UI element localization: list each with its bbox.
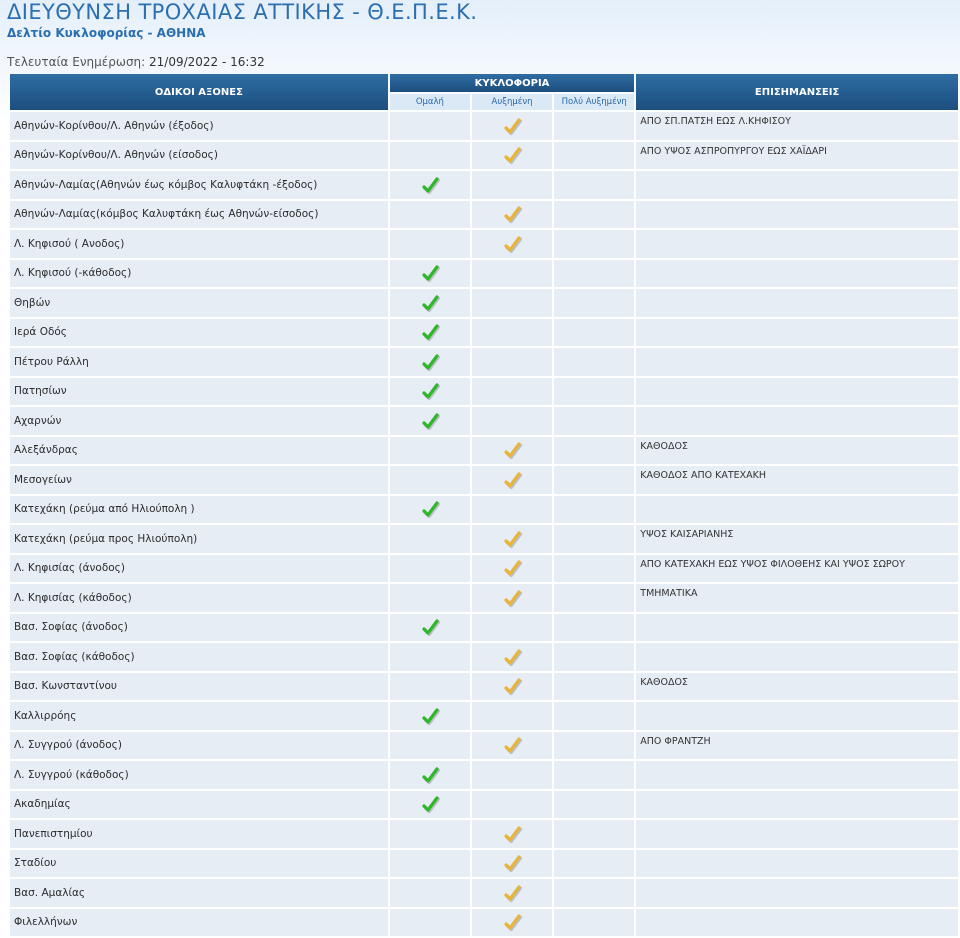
status-cell-very-increased — [554, 171, 634, 199]
checkmark-icon — [420, 294, 440, 312]
checkmark-icon — [502, 441, 522, 459]
table-row — [10, 732, 958, 760]
table-row — [10, 673, 958, 701]
status-cell-normal — [390, 614, 470, 642]
subheader-very-increased: Πολύ Αυξημένη — [554, 94, 634, 110]
note-text — [636, 230, 958, 258]
road-name: Πανεπιστημίου — [10, 820, 388, 848]
status-cell-increased — [472, 761, 552, 789]
page-title: ΔΙΕΥΘΥΝΣΗ ΤΡΟΧΑΙΑΣ ΑΤΤΙΚΗΣ - Θ.Ε.Π.Ε.Κ. — [7, 0, 478, 24]
note-text — [636, 260, 958, 288]
status-cell-very-increased — [554, 348, 634, 376]
road-name: Λ. Κηφισού (-κάθοδος) — [10, 260, 388, 288]
status-cell-very-increased — [554, 614, 634, 642]
note-text: ΑΠΟ ΣΠ.ΠΑΤΣΗ ΕΩΣ Λ.ΚΗΦΙΣΟΥ — [636, 112, 958, 140]
note-text: ΑΠΟ ΥΨΟΣ ΑΣΠΡΟΠΥΡΓΟΥ ΕΩΣ ΧΑΪΔΑΡΙ — [636, 142, 958, 170]
status-cell-very-increased — [554, 673, 634, 701]
status-cell-very-increased — [554, 319, 634, 347]
checkmark-icon — [420, 382, 440, 400]
status-cell-very-increased — [554, 230, 634, 258]
road-name: Πέτρου Ράλλη — [10, 348, 388, 376]
status-cell-normal — [390, 378, 470, 406]
status-cell-increased — [472, 820, 552, 848]
road-name: Αθηνών-Λαμίας(κόμβος Καλυφτάκη έως Αθηνών-είσοδος) — [10, 201, 388, 229]
status-cell-increased — [472, 142, 552, 170]
status-cell-increased — [472, 643, 552, 671]
status-cell-normal — [390, 643, 470, 671]
note-text — [636, 378, 958, 406]
status-cell-normal — [390, 289, 470, 317]
table-row — [10, 466, 958, 494]
note-text: ΤΜΗΜΑΤΙΚΑ — [636, 584, 958, 612]
table-row — [10, 260, 958, 288]
checkmark-icon — [420, 707, 440, 725]
status-cell-normal — [390, 112, 470, 140]
status-cell-increased — [472, 112, 552, 140]
status-cell-normal — [390, 230, 470, 258]
header-traffic: ΚΥΚΛΟΦΟΡΙΑ — [390, 74, 634, 92]
status-cell-very-increased — [554, 142, 634, 170]
table-row — [10, 702, 958, 730]
checkmark-icon — [502, 530, 522, 548]
table-row — [10, 230, 958, 258]
status-cell-increased — [472, 879, 552, 907]
status-cell-normal — [390, 466, 470, 494]
checkmark-icon — [420, 766, 440, 784]
status-cell-increased — [472, 260, 552, 288]
status-cell-increased — [472, 289, 552, 317]
status-cell-normal — [390, 407, 470, 435]
status-cell-normal — [390, 555, 470, 583]
note-text — [636, 348, 958, 376]
road-name: Φιλελλήνων — [10, 909, 388, 937]
checkmark-icon — [420, 323, 440, 341]
status-cell-very-increased — [554, 555, 634, 583]
table-row — [10, 555, 958, 583]
checkmark-icon — [420, 795, 440, 813]
status-cell-increased — [472, 348, 552, 376]
header-notes: ΕΠΙΣΗΜΑΝΣΕΙΣ — [636, 74, 958, 110]
status-cell-very-increased — [554, 850, 634, 878]
note-text: ΚΑΘΟΔΟΣ ΑΠΟ ΚΑΤΕΧΑΚΗ — [636, 466, 958, 494]
checkmark-icon — [420, 412, 440, 430]
note-text: ΚΑΘΟΔΟΣ — [636, 673, 958, 701]
status-cell-increased — [472, 673, 552, 701]
status-cell-normal — [390, 673, 470, 701]
page-subtitle: Δελτίο Κυκλοφορίας - ΑΘΗΝΑ — [7, 26, 206, 40]
note-text — [636, 201, 958, 229]
last-update — [7, 55, 265, 69]
road-name: Λ. Κηφισίας (άνοδος) — [10, 555, 388, 583]
status-cell-increased — [472, 909, 552, 937]
header-roads: ΟΔΙΚΟΙ ΑΞΟΝΕΣ — [10, 74, 388, 110]
status-cell-increased — [472, 555, 552, 583]
status-cell-normal — [390, 761, 470, 789]
status-cell-normal — [390, 850, 470, 878]
status-cell-very-increased — [554, 643, 634, 671]
checkmark-icon — [502, 825, 522, 843]
status-cell-normal — [390, 732, 470, 760]
table-row — [10, 142, 958, 170]
road-name: Ακαδημίας — [10, 791, 388, 819]
note-text — [636, 289, 958, 317]
note-text — [636, 496, 958, 524]
note-text — [636, 909, 958, 937]
note-text: ΑΠΟ ΚΑΤΕΧΑΚΗ ΕΩΣ ΥΨΟΣ ΦΙΛΟΘΕΗΣ ΚΑΙ ΥΨΟΣ ΣΩΡΟΥ — [636, 555, 958, 583]
traffic-table-body — [10, 112, 958, 936]
status-cell-very-increased — [554, 732, 634, 760]
table-row — [10, 437, 958, 465]
status-cell-increased — [472, 378, 552, 406]
status-cell-increased — [472, 614, 552, 642]
checkmark-icon — [420, 353, 440, 371]
status-cell-increased — [472, 201, 552, 229]
status-cell-very-increased — [554, 407, 634, 435]
status-cell-normal — [390, 909, 470, 937]
road-name: Αχαρνών — [10, 407, 388, 435]
table-row — [10, 201, 958, 229]
status-cell-normal — [390, 348, 470, 376]
status-cell-normal — [390, 820, 470, 848]
checkmark-icon — [502, 913, 522, 931]
road-name: Πατησίων — [10, 378, 388, 406]
note-text — [636, 171, 958, 199]
status-cell-increased — [472, 466, 552, 494]
subheader-increased: Αυξημένη — [472, 94, 552, 110]
status-cell-normal — [390, 142, 470, 170]
checkmark-icon — [502, 736, 522, 754]
note-text — [636, 319, 958, 347]
status-cell-normal — [390, 584, 470, 612]
note-text: ΑΠΟ ΦΡΑΝΤΖΗ — [636, 732, 958, 760]
road-name: Κατεχάκη (ρεύμα προς Ηλιούπολη) — [10, 525, 388, 553]
status-cell-increased — [472, 230, 552, 258]
road-name: Κατεχάκη (ρεύμα από Ηλιούπολη ) — [10, 496, 388, 524]
checkmark-icon — [502, 648, 522, 666]
road-name: Καλλιρρόης — [10, 702, 388, 730]
road-name: Σταδίου — [10, 850, 388, 878]
status-cell-increased — [472, 702, 552, 730]
note-text — [636, 850, 958, 878]
checkmark-icon — [502, 559, 522, 577]
status-cell-very-increased — [554, 496, 634, 524]
note-text — [636, 614, 958, 642]
note-text: ΚΑΘΟΔΟΣ — [636, 437, 958, 465]
road-name: Λ. Κηφισίας (κάθοδος) — [10, 584, 388, 612]
road-name: Μεσογείων — [10, 466, 388, 494]
status-cell-very-increased — [554, 466, 634, 494]
status-cell-very-increased — [554, 909, 634, 937]
status-cell-very-increased — [554, 201, 634, 229]
last-update-label: Τελευταία Ενημέρωση: — [7, 55, 146, 69]
last-update-value: 21/09/2022 - 16:32 — [149, 55, 265, 69]
road-name: Βασ. Σοφίας (άνοδος) — [10, 614, 388, 642]
note-text — [636, 761, 958, 789]
note-text — [636, 643, 958, 671]
road-name: Θηβών — [10, 289, 388, 317]
status-cell-normal — [390, 702, 470, 730]
table-row — [10, 171, 958, 199]
status-cell-increased — [472, 525, 552, 553]
status-cell-normal — [390, 437, 470, 465]
checkmark-icon — [502, 205, 522, 223]
table-row — [10, 348, 958, 376]
status-cell-increased — [472, 319, 552, 347]
status-cell-increased — [472, 791, 552, 819]
status-cell-very-increased — [554, 702, 634, 730]
note-text — [636, 879, 958, 907]
status-cell-very-increased — [554, 289, 634, 317]
status-cell-normal — [390, 171, 470, 199]
status-cell-increased — [472, 732, 552, 760]
note-text — [636, 407, 958, 435]
status-cell-very-increased — [554, 761, 634, 789]
road-name: Λ. Κηφισού ( Ανοδος) — [10, 230, 388, 258]
status-cell-normal — [390, 791, 470, 819]
checkmark-icon — [502, 589, 522, 607]
road-name: Αθηνών-Κορίνθου/Λ. Αθηνών (έξοδος) — [10, 112, 388, 140]
status-cell-very-increased — [554, 879, 634, 907]
table-row — [10, 319, 958, 347]
table-row — [10, 643, 958, 671]
checkmark-icon — [420, 500, 440, 518]
status-cell-normal — [390, 201, 470, 229]
road-name: Λ. Συγγρού (κάθοδος) — [10, 761, 388, 789]
status-cell-very-increased — [554, 584, 634, 612]
table-row — [10, 879, 958, 907]
status-cell-normal — [390, 525, 470, 553]
table-row — [10, 850, 958, 878]
subheader-normal: Ομαλή — [390, 94, 470, 110]
checkmark-icon — [502, 884, 522, 902]
road-name: Λ. Συγγρού (άνοδος) — [10, 732, 388, 760]
table-row — [10, 496, 958, 524]
road-name: Αθηνών-Κορίνθου/Λ. Αθηνών (είσοδος) — [10, 142, 388, 170]
table-row — [10, 112, 958, 140]
table-row — [10, 614, 958, 642]
status-cell-normal — [390, 879, 470, 907]
status-cell-increased — [472, 850, 552, 878]
checkmark-icon — [420, 264, 440, 282]
table-row — [10, 407, 958, 435]
note-text: ΥΨΟΣ ΚΑΙΣΑΡΙΑΝΗΣ — [636, 525, 958, 553]
road-name: Αθηνών-Λαμίας(Αθηνών έως κόμβος Καλυφτάκη -έξοδος) — [10, 171, 388, 199]
status-cell-very-increased — [554, 437, 634, 465]
road-name: Βασ. Σοφίας (κάθοδος) — [10, 643, 388, 671]
checkmark-icon — [502, 235, 522, 253]
status-cell-increased — [472, 584, 552, 612]
status-cell-normal — [390, 496, 470, 524]
table-row — [10, 289, 958, 317]
checkmark-icon — [420, 618, 440, 636]
traffic-table — [8, 72, 960, 938]
status-cell-normal — [390, 260, 470, 288]
checkmark-icon — [420, 176, 440, 194]
status-cell-very-increased — [554, 260, 634, 288]
note-text — [636, 702, 958, 730]
status-cell-increased — [472, 171, 552, 199]
road-name: Βασ. Κωνσταντίνου — [10, 673, 388, 701]
status-cell-very-increased — [554, 525, 634, 553]
road-name: Ιερά Οδός — [10, 319, 388, 347]
status-cell-very-increased — [554, 791, 634, 819]
table-row — [10, 378, 958, 406]
checkmark-icon — [502, 471, 522, 489]
road-name: Βασ. Αμαλίας — [10, 879, 388, 907]
status-cell-increased — [472, 407, 552, 435]
table-row — [10, 525, 958, 553]
status-cell-increased — [472, 496, 552, 524]
road-name: Αλεξάνδρας — [10, 437, 388, 465]
checkmark-icon — [502, 854, 522, 872]
table-row — [10, 909, 958, 937]
status-cell-very-increased — [554, 112, 634, 140]
table-row — [10, 791, 958, 819]
note-text — [636, 820, 958, 848]
checkmark-icon — [502, 146, 522, 164]
table-row — [10, 761, 958, 789]
checkmark-icon — [502, 677, 522, 695]
table-row — [10, 820, 958, 848]
status-cell-normal — [390, 319, 470, 347]
status-cell-increased — [472, 437, 552, 465]
status-cell-very-increased — [554, 820, 634, 848]
table-row — [10, 584, 958, 612]
status-cell-very-increased — [554, 378, 634, 406]
checkmark-icon — [502, 117, 522, 135]
note-text — [636, 791, 958, 819]
